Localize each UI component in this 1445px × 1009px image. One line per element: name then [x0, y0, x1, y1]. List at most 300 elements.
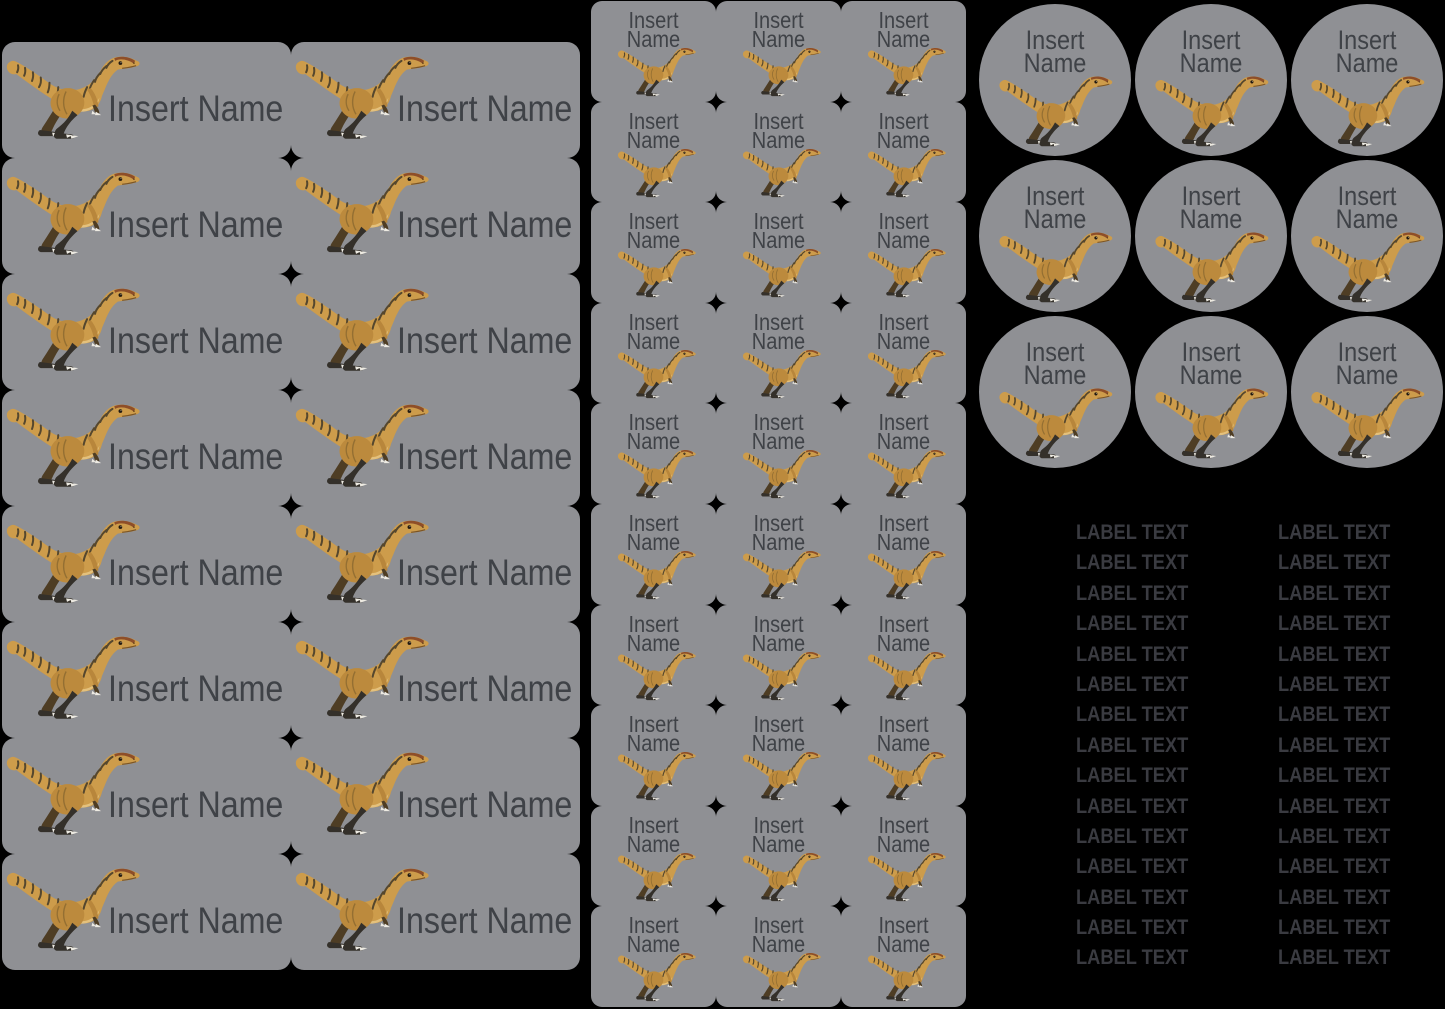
- small-name-labels-section: [591, 1, 966, 1007]
- label-name-text: [849, 509, 958, 555]
- dinosaur-icon: [997, 74, 1116, 150]
- label-name-text: [849, 208, 958, 254]
- dinosaur-icon: [866, 549, 948, 602]
- label-name-text: [599, 509, 708, 555]
- label-name-text: [599, 208, 708, 254]
- label-name-text: Insert Name: [108, 320, 284, 361]
- label-name-text: Insert Name: [397, 552, 573, 593]
- label-name-line2: Name: [751, 830, 806, 857]
- name-label-small[interactable]: [591, 605, 716, 706]
- label-name-line2: Name: [876, 931, 931, 958]
- dinosaur-icon: [1153, 386, 1272, 462]
- label-name-line2: Name: [1023, 48, 1087, 78]
- name-label-small[interactable]: [841, 202, 966, 303]
- label-name-text: [1301, 25, 1433, 78]
- label-name-line1: Insert: [753, 912, 804, 939]
- label-name-line1: Insert: [753, 308, 804, 335]
- name-label-large[interactable]: [2, 738, 291, 854]
- label-name-line1: Insert: [628, 409, 679, 436]
- name-label-round[interactable]: [979, 160, 1131, 312]
- name-label-large[interactable]: [2, 42, 291, 158]
- dinosaur-icon: [866, 851, 948, 904]
- label-name-line2: Name: [626, 931, 681, 958]
- name-label-small[interactable]: [841, 605, 966, 706]
- dinosaur-icon: [293, 285, 433, 376]
- label-name-line1: Insert: [878, 610, 929, 637]
- label-name-line2: Name: [751, 931, 806, 958]
- dinosaur-icon: [866, 951, 948, 1004]
- dinosaur-icon: [741, 750, 823, 803]
- mini-text-label[interactable]: [1278, 764, 1391, 788]
- label-name-line1: Insert: [628, 711, 679, 738]
- dinosaur-icon: [741, 650, 823, 703]
- dinosaur-icon: [293, 633, 433, 724]
- label-name-text: [849, 107, 958, 153]
- label-name-line2: Name: [876, 629, 931, 656]
- dinosaur-icon: [997, 230, 1116, 306]
- name-label-large[interactable]: [291, 390, 580, 506]
- dinosaur-icon: [293, 865, 433, 956]
- label-name-text: [599, 7, 708, 52]
- label-name-text: [599, 811, 708, 857]
- mini-label-text: LABEL TEXT: [1076, 733, 1189, 757]
- name-label-small[interactable]: [716, 1, 841, 102]
- mini-text-label[interactable]: [1278, 733, 1391, 757]
- label-name-line1: Insert: [628, 509, 679, 536]
- label-name-text: [724, 711, 833, 757]
- label-name-line1: Insert: [1337, 181, 1397, 211]
- name-label-round[interactable]: [1135, 4, 1287, 156]
- dinosaur-icon: [1309, 230, 1428, 306]
- dinosaur-icon: [616, 851, 698, 904]
- label-name-line2: Name: [876, 126, 931, 153]
- label-name-line1: Insert: [753, 711, 804, 738]
- mini-text-label[interactable]: [1278, 794, 1391, 818]
- name-label-small[interactable]: [841, 705, 966, 806]
- label-name-line2: Name: [876, 830, 931, 857]
- dinosaur-icon: [616, 247, 698, 300]
- label-name-text: [724, 811, 833, 857]
- dinosaur-icon: [741, 348, 823, 401]
- label-name-line2: Name: [1023, 360, 1087, 390]
- mini-label-text: LABEL TEXT: [1076, 642, 1189, 666]
- label-name-text: Insert Name: [108, 784, 284, 825]
- name-label-large[interactable]: [2, 506, 291, 622]
- label-name-line2: Name: [751, 227, 806, 254]
- label-name-text: [1145, 337, 1277, 390]
- name-label-small[interactable]: [591, 806, 716, 907]
- name-label-large[interactable]: [2, 854, 291, 970]
- label-name-text: [1301, 181, 1433, 234]
- name-label-large[interactable]: [291, 506, 580, 622]
- dinosaur-icon: [293, 169, 433, 260]
- dinosaur-icon: [293, 401, 433, 492]
- mini-label-text: LABEL TEXT: [1278, 521, 1391, 544]
- label-name-line1: Insert: [628, 7, 679, 33]
- dinosaur-icon: [1309, 386, 1428, 462]
- label-name-line1: Insert: [878, 912, 929, 939]
- dinosaur-icon: [616, 750, 698, 803]
- label-name-text: [599, 610, 708, 656]
- label-name-text: Insert Name: [108, 88, 284, 129]
- dinosaur-icon: [4, 53, 144, 144]
- label-name-text: Insert Name: [397, 668, 573, 709]
- label-name-line1: Insert: [753, 811, 804, 838]
- mini-label-text: LABEL TEXT: [1076, 521, 1189, 544]
- mini-label-text: LABEL TEXT: [1076, 581, 1189, 605]
- name-label-large[interactable]: [291, 854, 580, 970]
- mini-label-text: LABEL TEXT: [1278, 794, 1391, 818]
- label-name-line1: Insert: [628, 308, 679, 335]
- dinosaur-icon: [866, 46, 948, 99]
- label-name-line2: Name: [751, 126, 806, 153]
- round-name-labels-section: [977, 2, 1445, 470]
- name-label-large[interactable]: [291, 274, 580, 390]
- name-label-round[interactable]: [979, 316, 1131, 468]
- mini-label-text: LABEL TEXT: [1076, 551, 1189, 575]
- label-name-text: [849, 7, 958, 52]
- label-name-line2: Name: [876, 428, 931, 455]
- name-label-small[interactable]: [716, 806, 841, 907]
- mini-label-text: LABEL TEXT: [1076, 764, 1189, 788]
- mini-text-label[interactable]: [1278, 916, 1391, 940]
- dinosaur-icon: [4, 865, 144, 956]
- mini-label-text: LABEL TEXT: [1076, 916, 1189, 940]
- dinosaur-icon: [293, 517, 433, 608]
- dinosaur-icon: [4, 401, 144, 492]
- name-label-small[interactable]: [591, 1, 716, 102]
- name-label-large[interactable]: [291, 738, 580, 854]
- label-name-line2: Name: [876, 327, 931, 354]
- label-name-line1: Insert: [878, 208, 929, 235]
- name-label-small[interactable]: [716, 504, 841, 605]
- mini-text-label[interactable]: [1076, 642, 1189, 666]
- name-label-small[interactable]: [716, 102, 841, 203]
- label-name-line1: Insert: [878, 811, 929, 838]
- label-name-line2: Name: [626, 227, 681, 254]
- name-label-large[interactable]: [2, 390, 291, 506]
- mini-text-label[interactable]: [1278, 581, 1391, 605]
- mini-label-text: LABEL TEXT: [1278, 581, 1391, 605]
- label-name-line2: Name: [1179, 204, 1243, 234]
- name-label-small[interactable]: [841, 102, 966, 203]
- label-name-line2: Name: [1335, 48, 1399, 78]
- label-name-text: [724, 409, 833, 455]
- label-name-text: [724, 610, 833, 656]
- mini-text-label[interactable]: [1278, 672, 1391, 696]
- name-label-small[interactable]: [591, 403, 716, 504]
- label-name-text: [724, 912, 833, 958]
- mini-label-text: LABEL TEXT: [1278, 824, 1391, 848]
- mini-text-label[interactable]: [1076, 521, 1189, 544]
- dinosaur-icon: [741, 247, 823, 300]
- label-name-text: [989, 337, 1121, 390]
- mini-text-label[interactable]: [1076, 764, 1189, 788]
- label-name-line2: Name: [1179, 360, 1243, 390]
- dinosaur-icon: [866, 750, 948, 803]
- label-name-line1: Insert: [878, 107, 929, 134]
- mini-label-text: LABEL TEXT: [1278, 551, 1391, 575]
- label-name-line1: Insert: [628, 912, 679, 939]
- name-label-large[interactable]: [291, 42, 580, 158]
- mini-text-label[interactable]: [1076, 946, 1189, 970]
- name-label-small[interactable]: [716, 906, 841, 1007]
- label-name-text: Insert Name: [108, 668, 284, 709]
- dinosaur-icon: [866, 448, 948, 501]
- mini-label-text: LABEL TEXT: [1278, 733, 1391, 757]
- dinosaur-icon: [4, 749, 144, 840]
- mini-label-text: LABEL TEXT: [1076, 824, 1189, 848]
- label-name-line2: Name: [876, 528, 931, 555]
- dinosaur-icon: [866, 147, 948, 200]
- label-name-text: [724, 7, 833, 52]
- mini-label-text: LABEL TEXT: [1278, 885, 1391, 909]
- name-label-round[interactable]: [979, 4, 1131, 156]
- mini-label-text: LABEL TEXT: [1076, 794, 1189, 818]
- name-label-round[interactable]: [1291, 160, 1443, 312]
- mini-text-label[interactable]: [1076, 916, 1189, 940]
- label-name-text: Insert Name: [397, 784, 573, 825]
- label-name-line2: Name: [751, 26, 806, 52]
- label-name-text: [599, 409, 708, 455]
- mini-label-text: LABEL TEXT: [1278, 946, 1391, 970]
- dinosaur-icon: [866, 348, 948, 401]
- name-label-small[interactable]: [841, 906, 966, 1007]
- label-name-text: Insert Name: [108, 204, 284, 245]
- mini-text-label[interactable]: [1278, 612, 1391, 636]
- dinosaur-icon: [293, 53, 433, 144]
- label-name-text: [724, 509, 833, 555]
- label-name-line1: Insert: [628, 208, 679, 235]
- mini-label-text: LABEL TEXT: [1278, 642, 1391, 666]
- label-name-line2: Name: [751, 730, 806, 757]
- dinosaur-icon: [741, 549, 823, 602]
- dinosaur-icon: [616, 650, 698, 703]
- label-name-line1: Insert: [1181, 337, 1241, 367]
- dinosaur-icon: [616, 147, 698, 200]
- label-name-text: [724, 107, 833, 153]
- label-name-line1: Insert: [628, 610, 679, 637]
- label-name-line1: Insert: [878, 711, 929, 738]
- label-name-line2: Name: [876, 730, 931, 757]
- label-name-line2: Name: [751, 528, 806, 555]
- dinosaur-icon: [866, 247, 948, 300]
- name-label-small[interactable]: [841, 403, 966, 504]
- name-label-round[interactable]: [1291, 316, 1443, 468]
- label-name-line1: Insert: [753, 7, 804, 33]
- name-label-large[interactable]: [2, 158, 291, 274]
- dinosaur-icon: [741, 147, 823, 200]
- label-name-text: [989, 181, 1121, 234]
- name-label-large[interactable]: [291, 158, 580, 274]
- label-name-line1: Insert: [1025, 25, 1085, 55]
- mini-text-label[interactable]: [1278, 824, 1391, 848]
- dinosaur-icon: [4, 633, 144, 724]
- label-name-line1: Insert: [1181, 181, 1241, 211]
- mini-text-label[interactable]: [1278, 703, 1391, 727]
- dinosaur-icon: [866, 650, 948, 703]
- name-label-small[interactable]: [591, 303, 716, 404]
- label-name-text: [849, 308, 958, 354]
- mini-label-text: LABEL TEXT: [1278, 855, 1391, 879]
- label-name-line1: Insert: [753, 509, 804, 536]
- dinosaur-icon: [616, 46, 698, 99]
- mini-text-label[interactable]: [1076, 733, 1189, 757]
- mini-text-label[interactable]: [1076, 824, 1189, 848]
- label-name-line2: Name: [751, 327, 806, 354]
- label-name-line1: Insert: [628, 811, 679, 838]
- mini-text-label[interactable]: [1076, 551, 1189, 575]
- name-label-small[interactable]: [591, 906, 716, 1007]
- mini-label-text: LABEL TEXT: [1076, 703, 1189, 727]
- mini-label-text: LABEL TEXT: [1076, 672, 1189, 696]
- label-name-line2: Name: [626, 327, 681, 354]
- label-name-line2: Name: [626, 126, 681, 153]
- label-name-line2: Name: [1179, 48, 1243, 78]
- label-name-line1: Insert: [878, 409, 929, 436]
- label-name-text: [989, 25, 1121, 78]
- label-name-text: [599, 912, 708, 958]
- name-label-small[interactable]: [841, 806, 966, 907]
- label-name-text: Insert Name: [108, 900, 284, 941]
- name-label-small[interactable]: [591, 504, 716, 605]
- label-name-text: [724, 308, 833, 354]
- dinosaur-icon: [741, 851, 823, 904]
- dinosaur-icon: [616, 348, 698, 401]
- dinosaur-icon: [4, 517, 144, 608]
- dinosaur-icon: [4, 169, 144, 260]
- dinosaur-icon: [1309, 74, 1428, 150]
- mini-label-text: LABEL TEXT: [1278, 612, 1391, 636]
- label-name-line2: Name: [626, 629, 681, 656]
- label-name-text: [724, 208, 833, 254]
- mini-text-label[interactable]: [1278, 551, 1391, 575]
- label-name-line2: Name: [626, 428, 681, 455]
- label-name-line1: Insert: [753, 409, 804, 436]
- label-name-line2: Name: [751, 629, 806, 656]
- dinosaur-icon: [741, 46, 823, 99]
- large-name-labels-section: [2, 42, 580, 970]
- mini-text-label[interactable]: [1076, 612, 1189, 636]
- mini-text-label[interactable]: [1076, 672, 1189, 696]
- name-label-round[interactable]: [1135, 160, 1287, 312]
- label-name-text: [849, 610, 958, 656]
- label-name-line1: Insert: [753, 610, 804, 637]
- label-name-line1: Insert: [628, 107, 679, 134]
- name-label-small[interactable]: [841, 303, 966, 404]
- name-label-small[interactable]: [716, 303, 841, 404]
- name-label-small[interactable]: [591, 202, 716, 303]
- label-name-line2: Name: [626, 528, 681, 555]
- label-name-text: Insert Name: [397, 88, 573, 129]
- dinosaur-icon: [616, 951, 698, 1004]
- mini-text-label[interactable]: [1076, 794, 1189, 818]
- label-name-text: [849, 409, 958, 455]
- label-name-text: Insert Name: [108, 436, 284, 477]
- label-name-line2: Name: [751, 428, 806, 455]
- label-name-line2: Name: [876, 227, 931, 254]
- name-label-round[interactable]: [1291, 4, 1443, 156]
- mini-label-text: LABEL TEXT: [1076, 855, 1189, 879]
- mini-text-label[interactable]: [1278, 855, 1391, 879]
- dinosaur-icon: [997, 386, 1116, 462]
- name-label-small[interactable]: [716, 605, 841, 706]
- mini-label-text: LABEL TEXT: [1278, 703, 1391, 727]
- label-name-text: [849, 711, 958, 757]
- dinosaur-icon: [741, 951, 823, 1004]
- label-name-text: [1145, 181, 1277, 234]
- label-name-line1: Insert: [1337, 337, 1397, 367]
- label-name-line1: Insert: [1181, 25, 1241, 55]
- label-name-text: [849, 912, 958, 958]
- name-label-small[interactable]: [591, 705, 716, 806]
- mini-text-label[interactable]: [1278, 885, 1391, 909]
- label-name-line1: Insert: [753, 107, 804, 134]
- dinosaur-icon: [741, 448, 823, 501]
- label-name-text: [599, 308, 708, 354]
- name-label-small[interactable]: [841, 504, 966, 605]
- label-name-line1: Insert: [878, 7, 929, 33]
- mini-text-label[interactable]: [1278, 946, 1391, 970]
- label-name-line1: Insert: [753, 208, 804, 235]
- label-name-line1: Insert: [1337, 25, 1397, 55]
- mini-label-text: LABEL TEXT: [1278, 764, 1391, 788]
- mini-label-text: LABEL TEXT: [1278, 672, 1391, 696]
- mini-label-text: LABEL TEXT: [1278, 916, 1391, 940]
- name-label-small[interactable]: [716, 202, 841, 303]
- label-name-text: [849, 811, 958, 857]
- label-name-line2: Name: [626, 730, 681, 757]
- mini-text-label[interactable]: [1076, 581, 1189, 605]
- dinosaur-icon: [1153, 74, 1272, 150]
- name-label-large[interactable]: [2, 274, 291, 390]
- label-name-line1: Insert: [878, 509, 929, 536]
- mini-text-label[interactable]: [1076, 855, 1189, 879]
- dinosaur-icon: [616, 549, 698, 602]
- label-name-line2: Name: [1335, 360, 1399, 390]
- name-label-round[interactable]: [1135, 316, 1287, 468]
- dinosaur-icon: [616, 448, 698, 501]
- name-label-small[interactable]: [841, 1, 966, 102]
- name-label-large[interactable]: [2, 622, 291, 738]
- mini-label-text: LABEL TEXT: [1076, 885, 1189, 909]
- mini-text-label[interactable]: [1076, 703, 1189, 727]
- label-name-line2: Name: [626, 26, 681, 52]
- mini-text-label[interactable]: [1076, 885, 1189, 909]
- dinosaur-icon: [293, 749, 433, 840]
- label-name-text: [599, 107, 708, 153]
- label-name-text: Insert Name: [397, 320, 573, 361]
- label-name-line2: Name: [626, 830, 681, 857]
- mini-text-labels-section: [1076, 521, 1391, 980]
- label-name-line1: Insert: [878, 308, 929, 335]
- label-name-text: [1145, 25, 1277, 78]
- name-label-small[interactable]: [716, 403, 841, 504]
- name-label-small[interactable]: [716, 705, 841, 806]
- label-name-line1: Insert: [1025, 337, 1085, 367]
- label-name-text: Insert Name: [108, 552, 284, 593]
- name-label-small[interactable]: [591, 102, 716, 203]
- name-label-large[interactable]: [291, 622, 580, 738]
- label-name-line2: Name: [1023, 204, 1087, 234]
- mini-text-label[interactable]: [1278, 642, 1391, 666]
- label-name-text: Insert Name: [397, 436, 573, 477]
- label-name-line2: Name: [1335, 204, 1399, 234]
- label-name-line1: Insert: [1025, 181, 1085, 211]
- dinosaur-icon: [4, 285, 144, 376]
- mini-label-text: LABEL TEXT: [1076, 946, 1189, 970]
- mini-text-label[interactable]: [1278, 521, 1391, 544]
